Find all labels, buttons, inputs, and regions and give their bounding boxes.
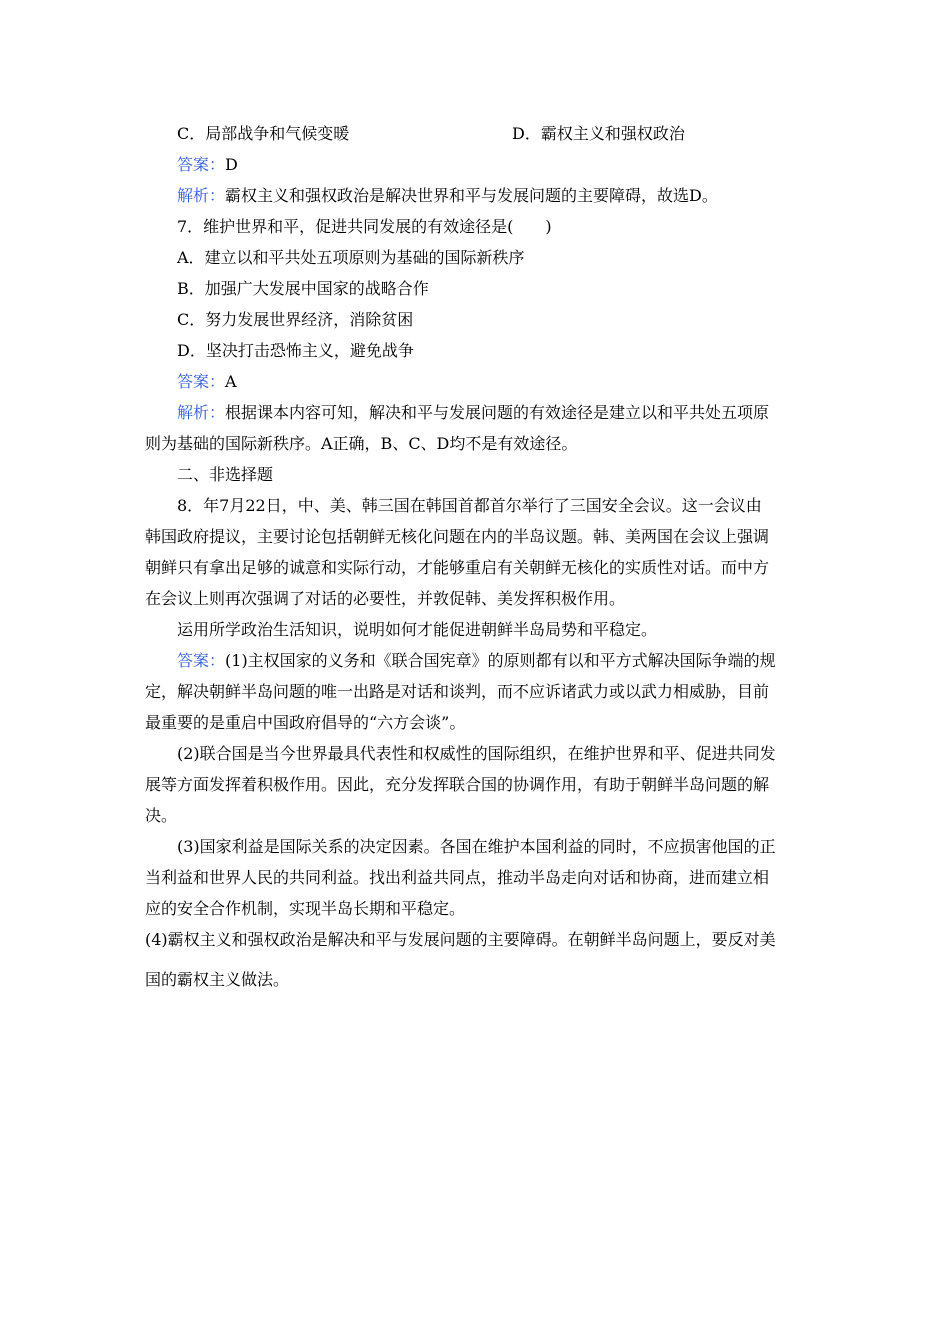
q8-para-line2: 韩国政府提议，主要讨论包括朝鲜无核化问题在内的半岛议题。韩、美两国在会议上强调 — [145, 527, 770, 546]
q7-answer-label: 答案： — [177, 372, 226, 391]
q7-answer — [177, 372, 237, 392]
q6-analysis — [177, 186, 718, 206]
q8-ans3-line1: (3)国家利益是国际关系的决定因素。各国在维护本国利益的同时，不应损害他国的正 — [177, 837, 776, 856]
q8-answer-label: 答案： — [177, 651, 226, 670]
q8-ans4-line2: 国的霸权主义做法。 — [145, 970, 290, 989]
q8-ans2-line2: 展等方面发挥着积极作用。因此，充分发挥联合国的协调作用，有助于朝鲜半岛问题的解 — [145, 775, 770, 794]
q6-analysis-label: 解析： — [177, 186, 226, 205]
q7-analysis-text: 根据课本内容可知，解决和平与发展问题的有效途径是建立以和平共处五项原 — [225, 403, 770, 422]
q6-analysis-text: 霸权主义和强权政治是解决世界和平与发展问题的主要障碍，故选D。 — [225, 186, 718, 205]
q8-ans1-line2: 定，解决朝鲜半岛问题的唯一出路是对话和谈判，而不应诉诸武力或以武力相威胁，目前 — [145, 682, 770, 701]
q8-ans4-line1: (4)霸权主义和强权政治是解决和平与发展问题的主要障碍。在朝鲜半岛问题上，要反对美 — [145, 930, 776, 949]
q7-option-a: A．建立以和平共处五项原则为基础的国际新秩序 — [177, 248, 525, 267]
q8-para-line3: 朝鲜只有拿出足够的诚意和实际行动，才能够重启有关朝鲜无核化的实质性对话。而中方 — [145, 558, 770, 577]
q6-answer-value: D — [225, 155, 238, 174]
q6-answer — [177, 155, 238, 175]
q7-analysis-label: 解析： — [177, 403, 226, 422]
q8-ans2-line3: 决。 — [145, 806, 178, 825]
q7-analysis-line1 — [177, 403, 769, 423]
q7-option-c: C．努力发展世界经济，消除贫困 — [177, 310, 414, 329]
q8-ans3-line2: 当利益和世界人民的共同利益。找出利益共同点，推动半岛走向对话和协商，进而建立相 — [145, 868, 770, 887]
q8-para-line1: 8．年7月22日，中、美、韩三国在韩国首都首尔举行了三国安全会议。这一会议由 — [177, 496, 762, 515]
q7-stem: 7．维护世界和平，促进共同发展的有效途径是( ) — [177, 217, 552, 236]
q7-answer-value: A — [225, 372, 237, 391]
q8-ans3-line3: 应的安全合作机制，实现半岛长期和平稳定。 — [145, 899, 466, 918]
q7-option-b: B．加强广大发展中国家的战略合作 — [177, 279, 429, 298]
section-heading: 二、非选择题 — [177, 465, 274, 484]
q8-ans1-line1 — [177, 651, 776, 671]
q6-option-d: D．霸权主义和强权政治 — [512, 124, 685, 143]
q8-ans2-line1: (2)联合国是当今世界最具代表性和权威性的国际组织，在维护世界和平、促进共同发 — [177, 744, 776, 763]
q6-option-c: C．局部战争和气候变暖 — [177, 124, 350, 143]
q7-analysis-line2: 则为基础的国际新秩序。A正确，B、C、D均不是有效途径。 — [145, 434, 578, 453]
q8-ans1-line3: 最重要的是重启中国政府倡导的“六方会谈”。 — [145, 713, 466, 732]
q8-question: 运用所学政治生活知识，说明如何才能促进朝鲜半岛局势和平稳定。 — [177, 620, 658, 639]
q8-ans1-text: (1)主权国家的义务和《联合国宪章》的原则都有以和平方式解决国际争端的规 — [225, 651, 776, 670]
q8-para-line4: 在会议上则再次强调了对话的必要性，并敦促韩、美发挥积极作用。 — [145, 589, 626, 608]
q6-answer-label: 答案： — [177, 155, 226, 174]
q7-option-d: D．坚决打击恐怖主义，避免战争 — [177, 341, 414, 360]
